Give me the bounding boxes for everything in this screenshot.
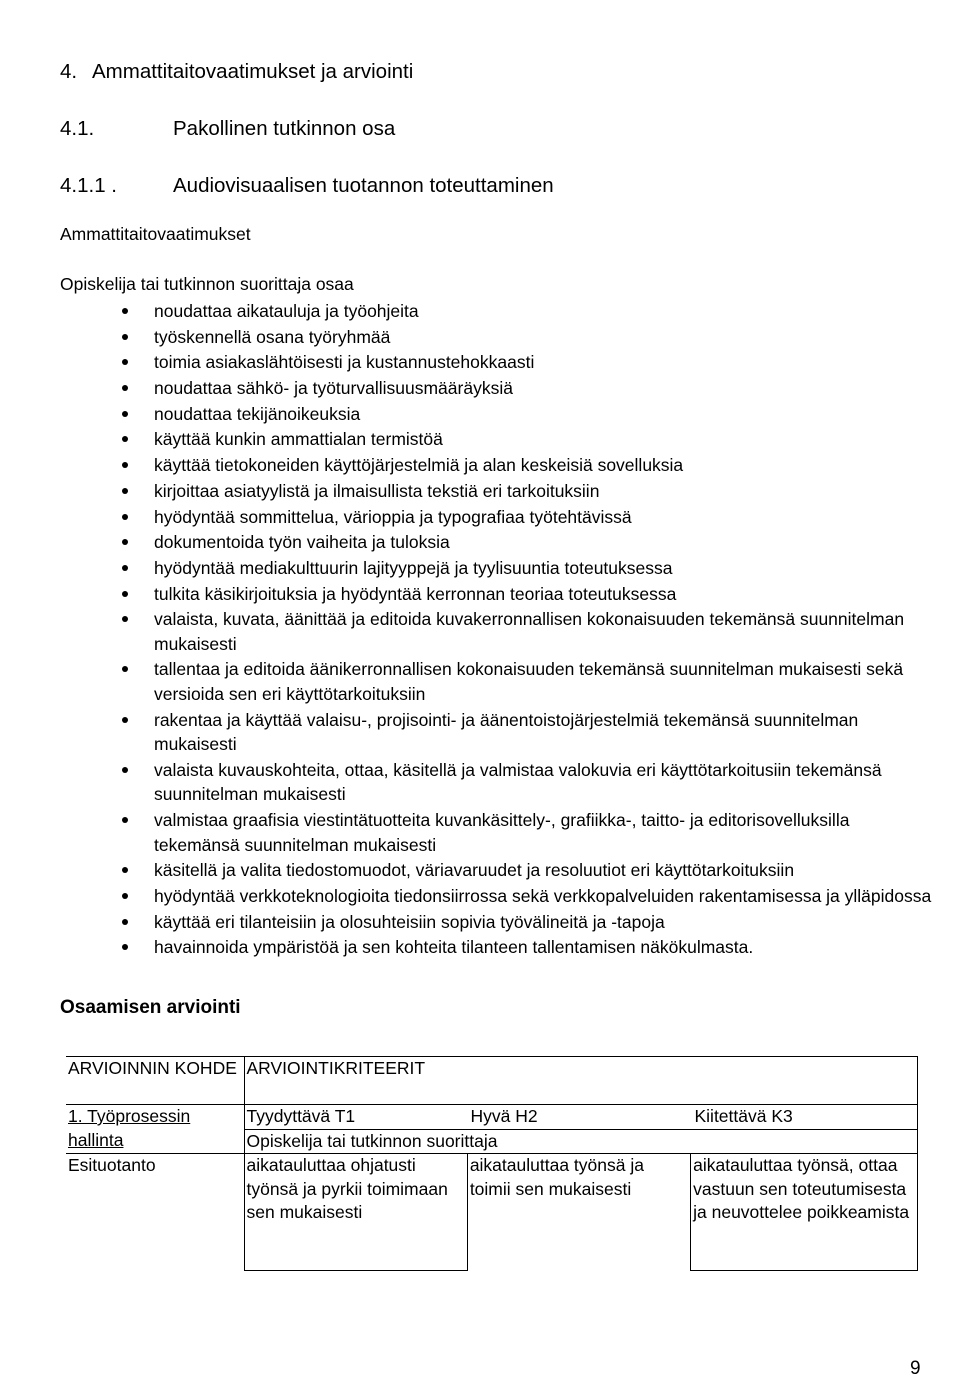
assessment-target-header: ARVIOINNIN KOHDE [66, 1057, 244, 1105]
table-row [66, 1154, 917, 1271]
list-item: hyödyntää sommittelua, värioppia ja typografiaa työtehtävissä [154, 505, 934, 530]
assessment-criteria-header: ARVIOINTIKRITEERIT [244, 1057, 917, 1105]
list-item: tallentaa ja editoida äänikerronnallisen kokonaisuuden tekemänsä suunnitelman mukaisesti sekä versioida sen eri käyttötarkoituksiin [154, 657, 934, 706]
list-item: kirjoittaa asiatyylistä ja ilmaisullista tekstiä eri tarkoituksiin [154, 479, 934, 504]
heading-text: Ammattitaitovaatimukset ja arviointi [92, 60, 414, 83]
list-item: dokumentoida työn vaiheita ja tuloksia [154, 530, 934, 555]
list-item: käsitellä ja valita tiedostomuodot, väriavaruudet ja resoluutiot eri käyttötarkoituksiin [154, 858, 934, 883]
list-item: rakentaa ja käyttää valaisu-, projisointi- ja äänentoistojärjestelmiä tekemänsä suunnitelman mukaisesti [154, 708, 934, 757]
criteria-cell-t1: aikatauluttaa ohjatusti työnsä ja pyrkii toimimaan sen mukaisesti [244, 1154, 467, 1271]
list-item: työskennellä osana työryhmää [154, 325, 934, 350]
heading-level-3 [60, 174, 554, 198]
criteria-cell-h2: aikatauluttaa työnsä ja toimii sen mukaisesti [467, 1154, 690, 1271]
grade-h2: Hyvä H2 [470, 1106, 538, 1126]
area-label-text: 1. Työprosessin hallinta [68, 1106, 191, 1150]
grade-k3: Kiitettävä K3 [694, 1106, 793, 1126]
list-item: toimia asiakaslähtöisesti ja kustannustehokkaasti [154, 350, 934, 375]
list-item: tulkita käsikirjoituksia ja hyödyntää kerronnan teoriaa toteutuksessa [154, 582, 934, 607]
heading-level-2 [60, 117, 395, 141]
grade-intro: Opiskelija tai tutkinnon suorittaja [246, 1130, 498, 1151]
list-item: hyödyntää verkkoteknologioita tiedonsiirrossa sekä verkkopalveluiden rakentamisessa ja ylläpidossa [154, 884, 934, 909]
list-item: käyttää kunkin ammattialan termistöä [154, 427, 934, 452]
list-item: havainnoida ympäristöä ja sen kohteita tilanteen tallentamisen näkökulmasta. [154, 935, 934, 960]
section-subheading: Ammattitaitovaatimukset [60, 224, 251, 244]
heading-number: 4.1. [60, 117, 95, 140]
assessment-title: Osaamisen arviointi [60, 997, 241, 1018]
heading-number: 4.1.1 . [60, 174, 117, 197]
heading-number: 4. [60, 60, 78, 83]
assessment-table [66, 1056, 918, 1271]
heading-text: Pakollinen tutkinnon osa [173, 117, 396, 140]
list-item: valmistaa graafisia viestintätuotteita kuvankäsittely-, grafiikka-, taitto- ja editorisovelluksilla tekemänsä suunnitelman mukaisesti [154, 808, 934, 857]
skills-list [154, 299, 934, 961]
criteria-cell-k3: aikatauluttaa työnsä, ottaa vastuun sen toteutumisesta ja neuvottelee poikkeamista [691, 1154, 917, 1271]
grade-header-cell [244, 1105, 917, 1154]
skills-intro: Opiskelija tai tutkinnon suorittaja osaa [60, 274, 354, 294]
heading-text: Audiovisuaalisen tuotannon toteuttaminen [173, 174, 554, 197]
assessment-area-label [66, 1105, 244, 1154]
list-item: noudattaa tekijänoikeuksia [154, 402, 934, 427]
heading-level-1 [60, 60, 413, 84]
list-item: käyttää tietokoneiden käyttöjärjestelmiä ja alan keskeisiä sovelluksia [154, 453, 934, 478]
list-item: käyttää eri tilanteisiin ja olosuhteisiin sopivia työvälineitä ja -tapoja [154, 910, 934, 935]
list-item: hyödyntää mediakulttuurin lajityyppejä ja tyylisuuntia toteutuksessa [154, 556, 934, 581]
row-label-esituotanto: Esituotanto [66, 1154, 244, 1271]
list-item: valaista, kuvata, äänittää ja editoida kuvakerronnallisen kokonaisuuden tekemänsä suunnitelman mukaisesti [154, 607, 934, 656]
list-item: noudattaa aikatauluja ja työohjeita [154, 299, 934, 324]
list-item: valaista kuvauskohteita, ottaa, käsitellä ja valmistaa valokuvia eri käyttötarkoitusiin tekemänsä suunnitelman mukaisesti [154, 758, 934, 807]
table-row [66, 1057, 917, 1105]
grade-header-row [245, 1105, 917, 1130]
table-row [66, 1105, 917, 1154]
grade-t1: Tyydyttävä T1 [246, 1106, 356, 1126]
page-number: 9 [910, 1358, 921, 1379]
list-item: noudattaa sähkö- ja työturvallisuusmääräyksiä [154, 376, 934, 401]
